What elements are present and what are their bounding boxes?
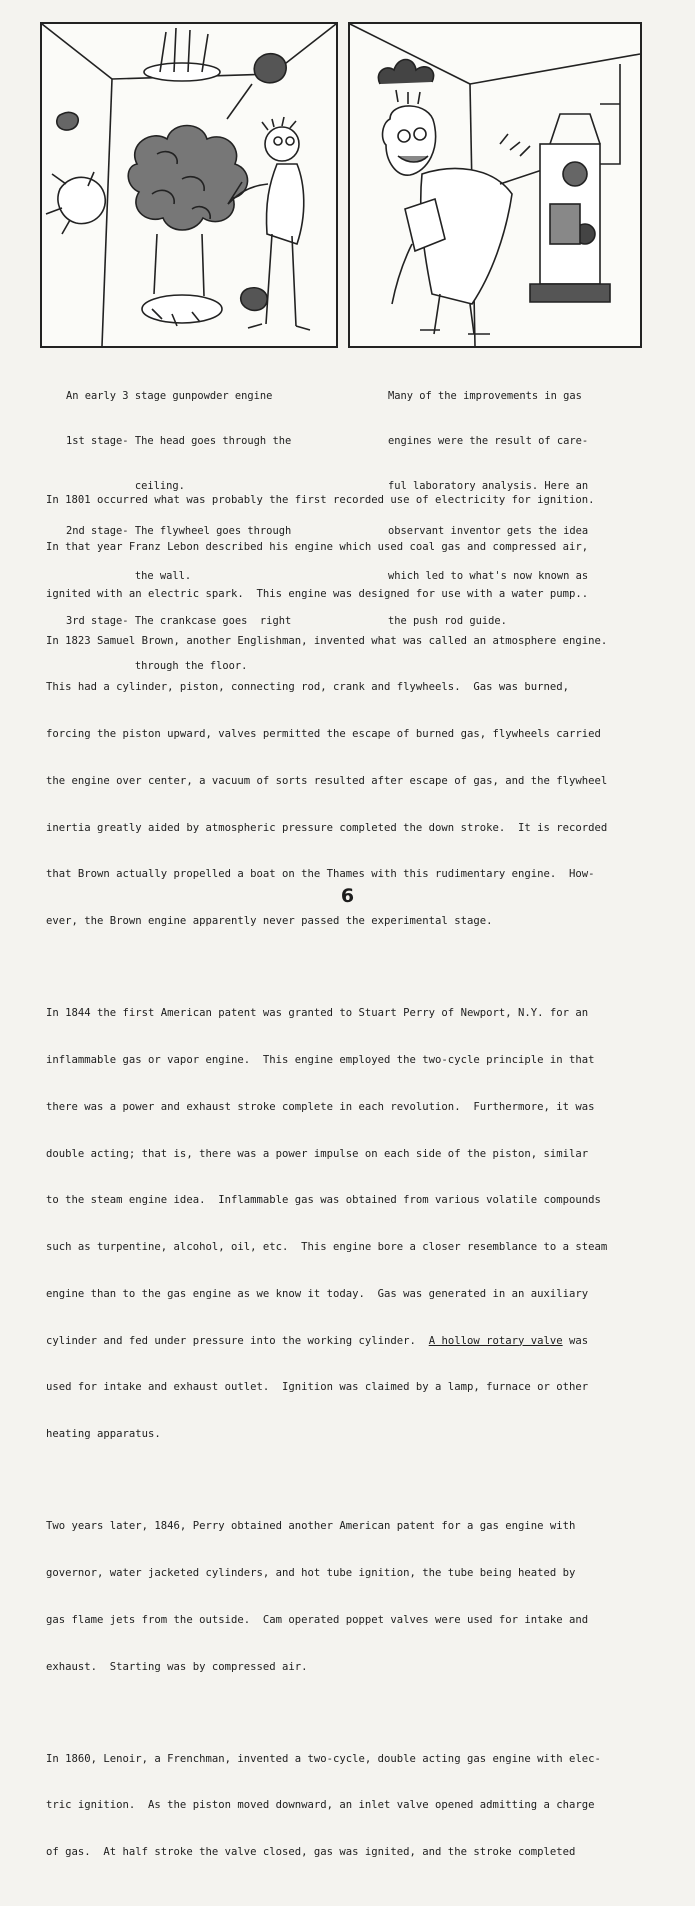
text-line: to the steam engine idea. Inflammable gas was obtained from various volatile compounds bbox=[46, 1194, 601, 1207]
text-line: there was a power and exhaust stroke complete in each revolution. Furthermore, it was bbox=[46, 1100, 595, 1113]
caption-line: the push rod guide. bbox=[388, 615, 507, 627]
caption-line: the wall. bbox=[66, 570, 192, 582]
caption-line: observant inventor gets the idea bbox=[388, 525, 589, 537]
paragraph-lenoir bbox=[46, 1720, 656, 1892]
text-line: This had a cylinder, piston, connecting rod, crank and flywheels. Gas was burned, bbox=[46, 681, 569, 694]
caption-line: ceiling. bbox=[66, 480, 185, 492]
text-line: double acting; that is, there was a power impulse on each side of the piston, similar bbox=[46, 1147, 589, 1160]
paragraph-perry-1844 bbox=[46, 975, 656, 1474]
caption-line: which led to what's now known as bbox=[388, 570, 589, 582]
text-segment: cylinder and fed under pressure into the working cylinder. bbox=[46, 1334, 416, 1347]
paragraph-perry-1846 bbox=[46, 1488, 656, 1706]
caption-line: Many of the improvements in gas bbox=[388, 390, 582, 402]
text-line: ignited with an electric spark. This engine was designed for use with a water pump.. bbox=[46, 587, 589, 600]
text-line: In that year Franz Lebon described his engine which used coal gas and compressed air, bbox=[46, 540, 589, 553]
inventor-push-rod-illustration bbox=[348, 22, 642, 348]
text-line: such as turpentine, alcohol, oil, etc. This engine bore a closer resemblance to a steam bbox=[46, 1241, 608, 1254]
text-line: gas flame jets from the outside. Cam operated poppet valves were used for intake and bbox=[46, 1613, 589, 1626]
text-line: used for intake and exhaust outlet. Ignition was claimed by a lamp, furnace or other bbox=[46, 1381, 589, 1394]
article-body bbox=[46, 462, 656, 1906]
caption-line: engines were the result of care- bbox=[388, 435, 589, 447]
page-number: 6 bbox=[340, 885, 355, 907]
text-line: ever, the Brown engine apparently never passed the experimental stage. bbox=[46, 915, 493, 928]
text-line: tric ignition. As the piston moved downward, an inlet valve opened admitting a charge bbox=[46, 1799, 595, 1812]
text-line: exhaust. Starting was by compressed air. bbox=[46, 1660, 308, 1673]
text-segment: was bbox=[562, 1334, 589, 1347]
text-line: In 1860, Lenoir, a Frenchman, invented a two-cycle, double acting gas engine with elec- bbox=[46, 1752, 601, 1765]
text-line: In 1801 occurred what was probably the first recorded use of electricity for ignition. bbox=[46, 494, 595, 507]
caption-line: 2nd stage- The flywheel goes through bbox=[66, 525, 292, 537]
text-line: of gas. At half stroke the valve closed, gas was ignited, and the stroke completed bbox=[46, 1846, 576, 1859]
text-line: inflammable gas or vapor engine. This engine employed the two-cycle principle in that bbox=[46, 1053, 595, 1066]
text-line: In 1823 Samuel Brown, another Englishman, invented what was called an atmosphere engine. bbox=[46, 634, 608, 647]
underlined-phrase: A hollow rotary valve bbox=[428, 1334, 563, 1347]
caption-line: An early 3 stage gunpowder engine bbox=[66, 390, 273, 402]
exploding-engine-illustration bbox=[40, 22, 338, 348]
text-line: inertia greatly aided by atmospheric pressure completed the down stroke. It is recorded bbox=[46, 821, 608, 834]
caption-line: through the floor. bbox=[66, 660, 248, 672]
text-line bbox=[46, 1334, 656, 1350]
gunpowder-engine-cartoon bbox=[42, 24, 336, 346]
text-line: governor, water jacketed cylinders, and hot tube ignition, the tube being heated by bbox=[46, 1566, 576, 1579]
caption-line: 3rd stage- The crankcase goes right bbox=[66, 615, 292, 627]
text-line: heating apparatus. bbox=[46, 1428, 161, 1441]
text-line: forcing the piston upward, valves permitted the escape of burned gas, flywheels carried bbox=[46, 728, 601, 741]
text-line: Two years later, 1846, Perry obtained another American patent for a gas engine with bbox=[46, 1520, 576, 1533]
inventor-cartoon bbox=[350, 24, 640, 346]
text-line: In 1844 the first American patent was granted to Stuart Perry of Newport, N.Y. for an bbox=[46, 1007, 589, 1020]
caption-line: 1st stage- The head goes through the bbox=[66, 435, 292, 447]
text-line: engine than to the gas engine as we know it today. Gas was generated in an auxiliary bbox=[46, 1287, 589, 1300]
text-line: that Brown actually propelled a boat on the Thames with this rudimentary engine. How- bbox=[46, 868, 595, 881]
caption-line: ful laboratory analysis. Here an bbox=[388, 480, 589, 492]
text-line: the engine over center, a vacuum of sorts resulted after escape of gas, and the flywheel bbox=[46, 774, 608, 787]
